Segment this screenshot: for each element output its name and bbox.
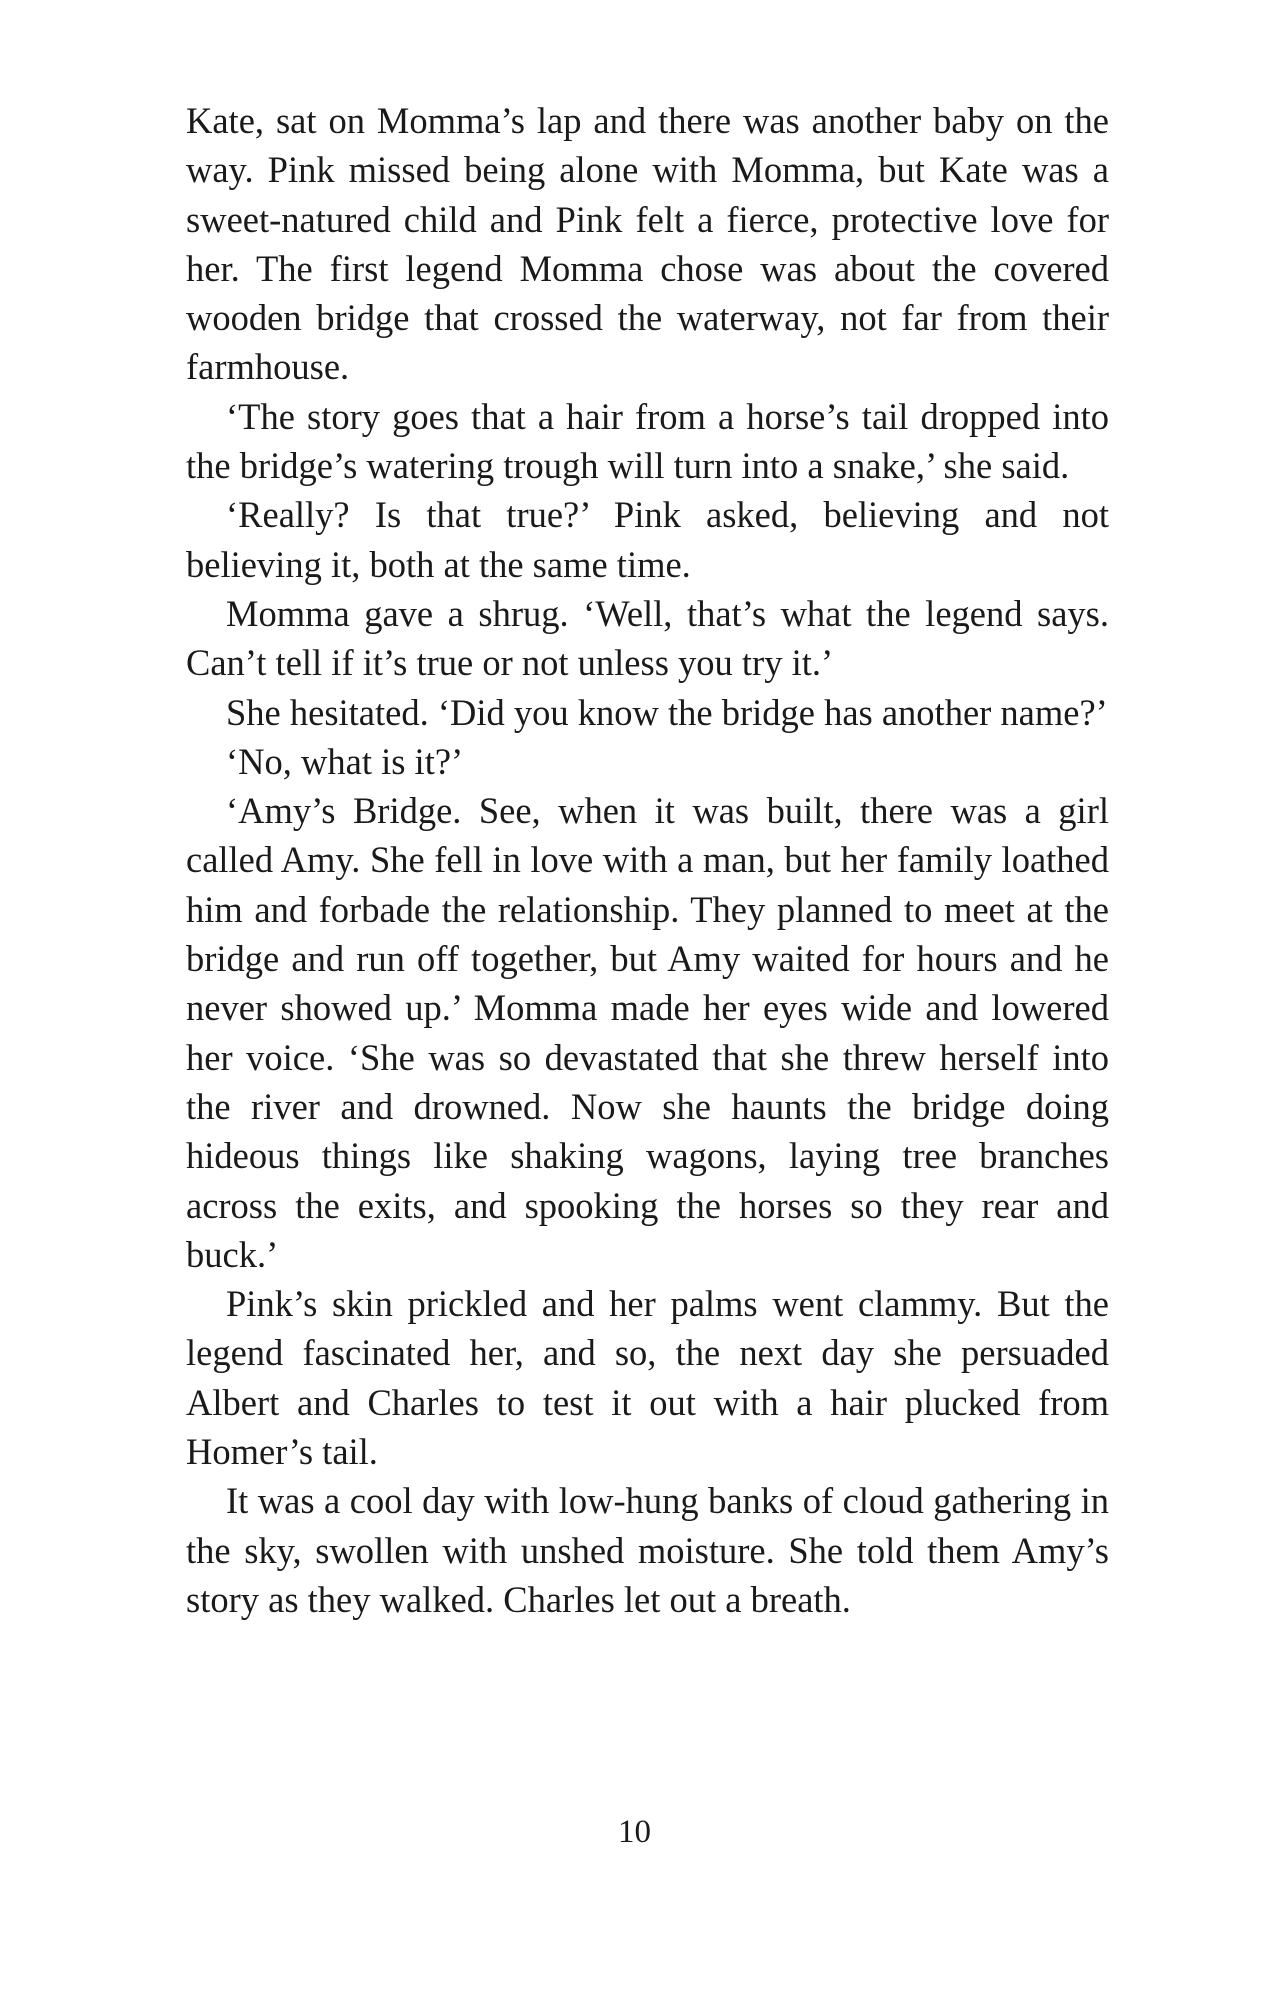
page-number: 10 [618, 1814, 651, 1850]
paragraph-another-name: She hesitated. ‘Did you know the bridge has another name?’ [226, 691, 1108, 733]
paragraph-continuation: Kate, sat on Momma’s lap and there was another baby on the way. Pink missed being alone with Momma, but Kate was a sweet-natured child and Pink felt a fierce, protective love for her. The first legend Momma chose was about the covered wooden bridge that crossed the waterway, not far from their farmhouse. [186, 100, 1109, 388]
body-text [186, 96, 1109, 1624]
paragraph-pink-prickled: Pink’s skin prickled and her palms went clammy. But the legend fascinated her, and so, the next day she persuaded Albert and Charles to test it out with a hair plucked from Homer’s tail. [186, 1283, 1109, 1473]
paragraph-momma-shrug: Momma gave a shrug. ‘Well, that’s what the legend says. Can’t tell if it’s true or not unless you try it.’ [186, 592, 1109, 684]
paragraph-cool-day: It was a cool day with low-hung banks of cloud gathering in the sky, swollen with unshed moisture. She told them Amy’s story as they walked. Charles let out a breath. [186, 1480, 1109, 1620]
paragraph-amys-bridge: ‘Amy’s Bridge. See, when it was built, there was a girl called Amy. She fell in love with a man, but her family loathed him and forbade the relationship. They planned to meet at the bridge and run off together, but Amy waited for hours and he never showed up.’ Momma made her eyes wide and lowered her voice. ‘She was so devastated that she threw herself into the river and drowned. Now she haunts the bridge doing hideous things like shaking wagons, laying tree branches across the exits, and spooking the horses so they rear and buck.’ [186, 790, 1109, 1275]
paragraph-what-is-it: ‘No, what is it?’ [226, 740, 464, 782]
paragraph-is-that-true: ‘Really? Is that true?’ Pink asked, believing and not believing it, both at the same time. [186, 494, 1109, 585]
paragraph-snake-legend: ‘The story goes that a hair from a horse’s tail dropped into the bridge’s watering trough will turn into a snake,’ she said. [186, 395, 1109, 487]
